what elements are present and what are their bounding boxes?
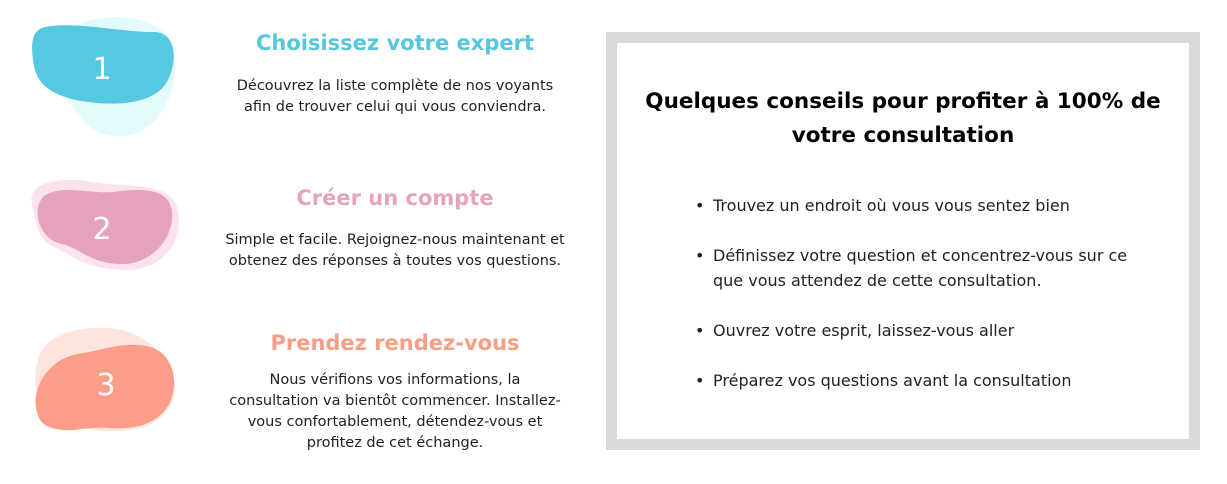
bullet-icon: • [695,371,705,390]
tips-panel-inner [617,43,1189,439]
step-title-1: Choisissez votre expert [256,31,534,55]
step-title-2: Créer un compte [296,186,494,210]
tip-text: Définissez votre question et concentrez-vous sur ce que vous attendez de cette consultation. [713,246,1128,290]
bullet-icon: • [695,196,705,215]
tip-text: Trouvez un endroit où vous vous sentez bien [713,196,1070,215]
step-description-3: Nous vérifions vos informations, la consultation va bientôt commencer. Installez-vous confortablement, détendez-vous et profitez de cet échange. [229,372,561,451]
tips-list [695,193,1135,418]
step-number-2: 2 [92,212,112,247]
step-description-2: Simple et facile. Rejoignez-nous maintenant et obtenez des réponses à toutes vos questions. [225,232,565,269]
bullet-icon: • [695,321,705,340]
tip-item [695,318,1135,343]
step-1 [0,0,580,150]
bullet-icon: • [695,246,705,265]
step-number-1: 1 [92,52,112,87]
tip-text: Ouvrez votre esprit, laissez-vous aller [713,321,1015,340]
tip-text: Préparez vos questions avant la consultation [713,371,1072,390]
tips-panel-title: Quelques conseils pour profiter à 100% de votre consultation [645,89,1161,148]
step-2 [0,170,580,300]
tips-panel [606,32,1200,450]
step-3 [0,320,580,470]
tip-item [695,243,1135,293]
tip-item [695,368,1135,393]
tip-item [695,193,1135,218]
step-number-3: 3 [96,368,116,403]
step-title-3: Prendez rendez-vous [270,331,520,355]
step-description-1: Découvrez la liste complète de nos voyants afin de trouver celui qui vous conviendra. [236,78,554,115]
